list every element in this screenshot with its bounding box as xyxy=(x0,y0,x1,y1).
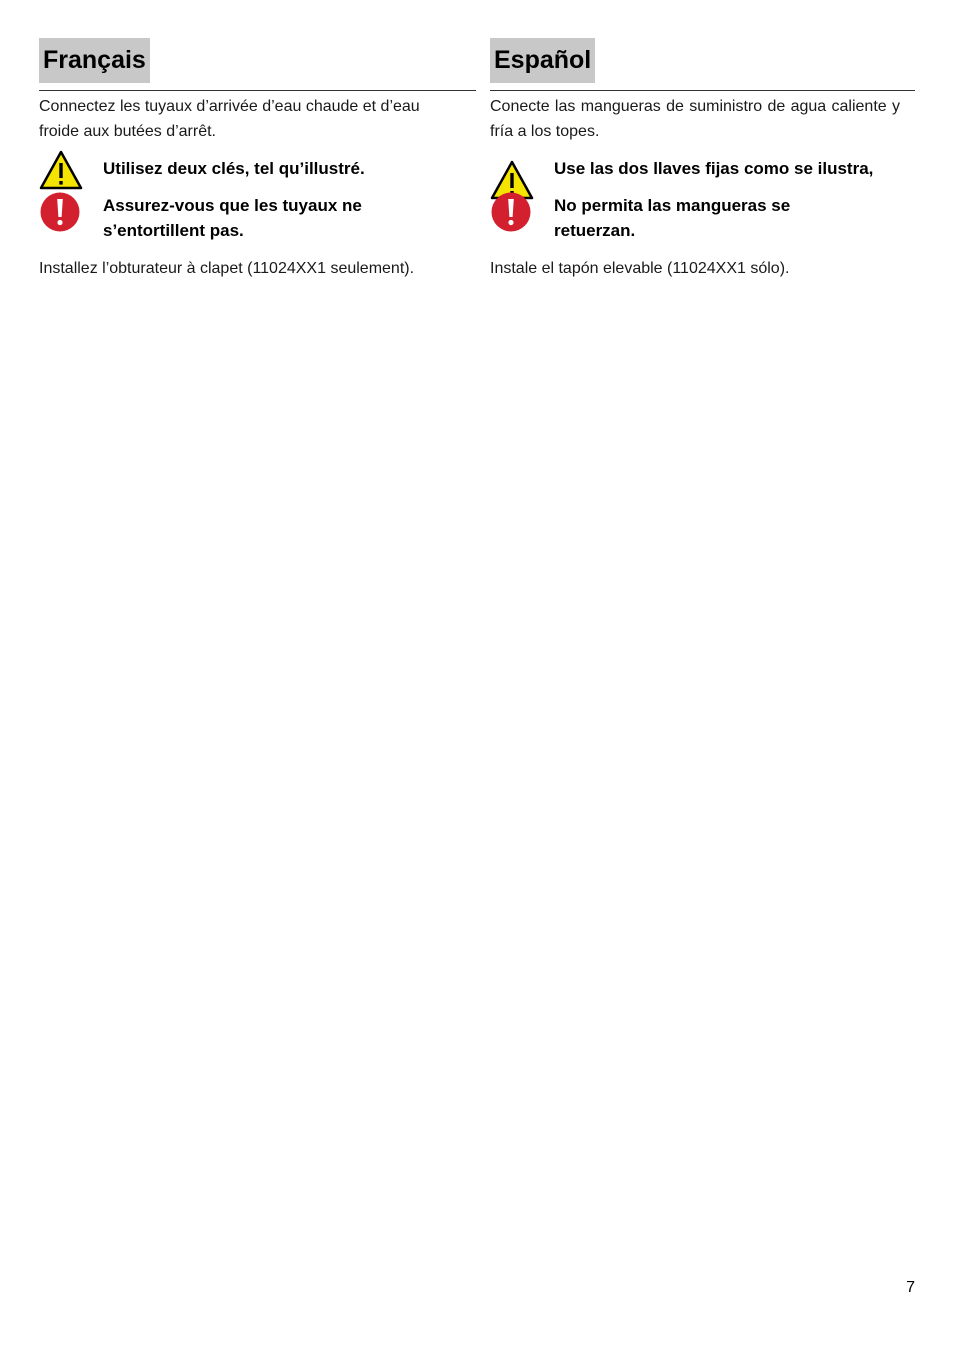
french-closing-text: Installez l’obturateur à clapet (11024XX1 seulement). xyxy=(39,260,415,277)
spanish-heading-row xyxy=(490,38,915,91)
spanish-heading: Español xyxy=(490,38,595,83)
french-section xyxy=(39,38,465,281)
french-warning-text: Utilisez deux clés, tel qu’illustré. xyxy=(103,159,365,178)
spanish-section xyxy=(490,38,916,281)
page-number: 7 xyxy=(906,1279,915,1296)
spanish-closing-text: Instale el tapón elevable (11024XX1 sólo). xyxy=(490,260,790,277)
exclamation-circle-icon xyxy=(39,191,81,240)
exclamation-circle-icon xyxy=(490,191,532,240)
french-heading-row xyxy=(39,38,476,91)
spanish-intro-text: Conecte las mangueras de suministro de agua caliente y fría a los topes. xyxy=(490,98,900,140)
french-heading: Français xyxy=(39,38,150,83)
warning-triangle-icon xyxy=(39,150,83,197)
french-caution-text: Assurez-vous que les tuyaux ne s’entortillent pas. xyxy=(103,196,362,240)
spanish-warning-notice xyxy=(490,156,874,181)
french-intro-text: Connectez les tuyaux d’arrivée d’eau chaude et d’eau froide aux butées d’arrêt. xyxy=(39,98,420,140)
spanish-caution-notice xyxy=(490,193,874,243)
spanish-warning-text: Use las dos llaves fijas como se ilustra, xyxy=(554,159,874,178)
french-caution-notice xyxy=(39,193,443,243)
french-warning-notice xyxy=(39,156,465,181)
spanish-caution-text: No permita las mangueras se retuerzan. xyxy=(554,196,791,240)
